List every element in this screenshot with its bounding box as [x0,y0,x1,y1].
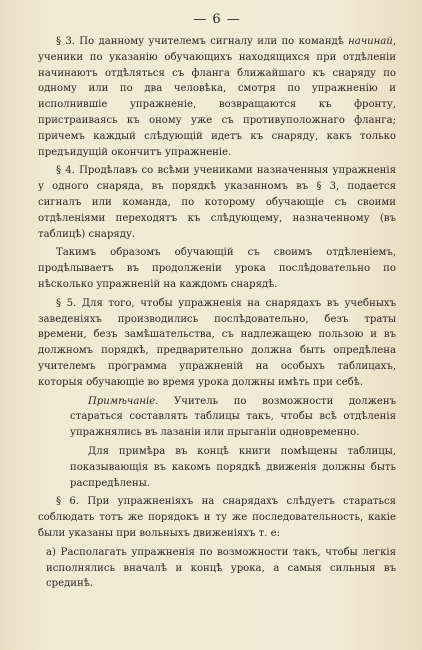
list-item-a: а) Располагать упражненія по возможности такъ, чтобы легкія исполнялись вначалѣ и концѣ урока, а самыя сильныя въ срединѣ. [46,546,396,590]
note-remark-heading: Примѣчаніе. [88,395,159,407]
command-word: начинай [348,36,393,47]
paragraph-section-3-start: § 3. По данному учителемъ сигналу или по командѣ [56,36,349,47]
paragraph-summary: Такимъ образомъ обучающій съ своимъ отдѣленіемъ, продѣлываетъ въ продолженіи урока послѣдовательно по нѣсколько упражненій на каждомъ снарядѣ. [38,247,396,290]
paragraph-section-4: § 4. Продѣлавъ со всѣми учениками назначенныя упражненія у одного снаряда, въ порядкѣ указанномъ въ § 3, подается сигналъ или команда, по которому обучающіе съ своими отдѣленіями переходятъ къ слѣдующему, назначенному (въ таблицѣ) снаряду. [38,165,396,240]
paragraph-section-3 [38,34,396,160]
paragraph-section-5: § 5. Для того, чтобы упражненія на снарядахъ въ учебныхъ заведеніяхъ производились послѣдовательно, безъ траты времени, безъ замѣшательства, съ надлежащею пользою и въ должномъ порядкѣ, предварительно должна быть опредѣлена учителемъ программа упражненій на особыхъ таблицахъ, которыя обучающіе во время урока должны имѣть при себѣ. [38,297,396,388]
paragraph-section-6: § 6. При упражненіяхъ на снарядахъ слѣдуетъ стараться соблюдать тотъ же порядокъ и ту же последовательность, какіе были указаны при вольныхъ движеніяхъ т. е: [38,496,396,539]
paragraph-section-3-rest: , ученики по указанію обучающихъ находящихся при отдѣленіи начинаютъ отдѣляться съ фланга ближайшаго къ снаряду по одному или по два человѣка, смотря по упражненію и исполнившіе упражненіе, возвращаются къ фронту, пристраиваясь къ оному уже съ противуположнаго фланга; причемъ каждый слѣдующій идетъ къ снаряду, какъ только предъидущій окончитъ упражненіе. [38,36,396,158]
note-remark-body: Учитель по возможности долженъ стараться составлять таблицы такъ, чтобы всѣ отдѣленія упражнялись въ лазаніи или прыганіи одновременно. [70,395,396,439]
note-remark [70,394,396,441]
note-example: Для примѣра въ концѣ книги помѣщены таблицы, показывающія въ какомъ порядкѣ движенія должны быть распредѣлены. [70,445,396,489]
page-number: — 6 — [193,12,241,27]
